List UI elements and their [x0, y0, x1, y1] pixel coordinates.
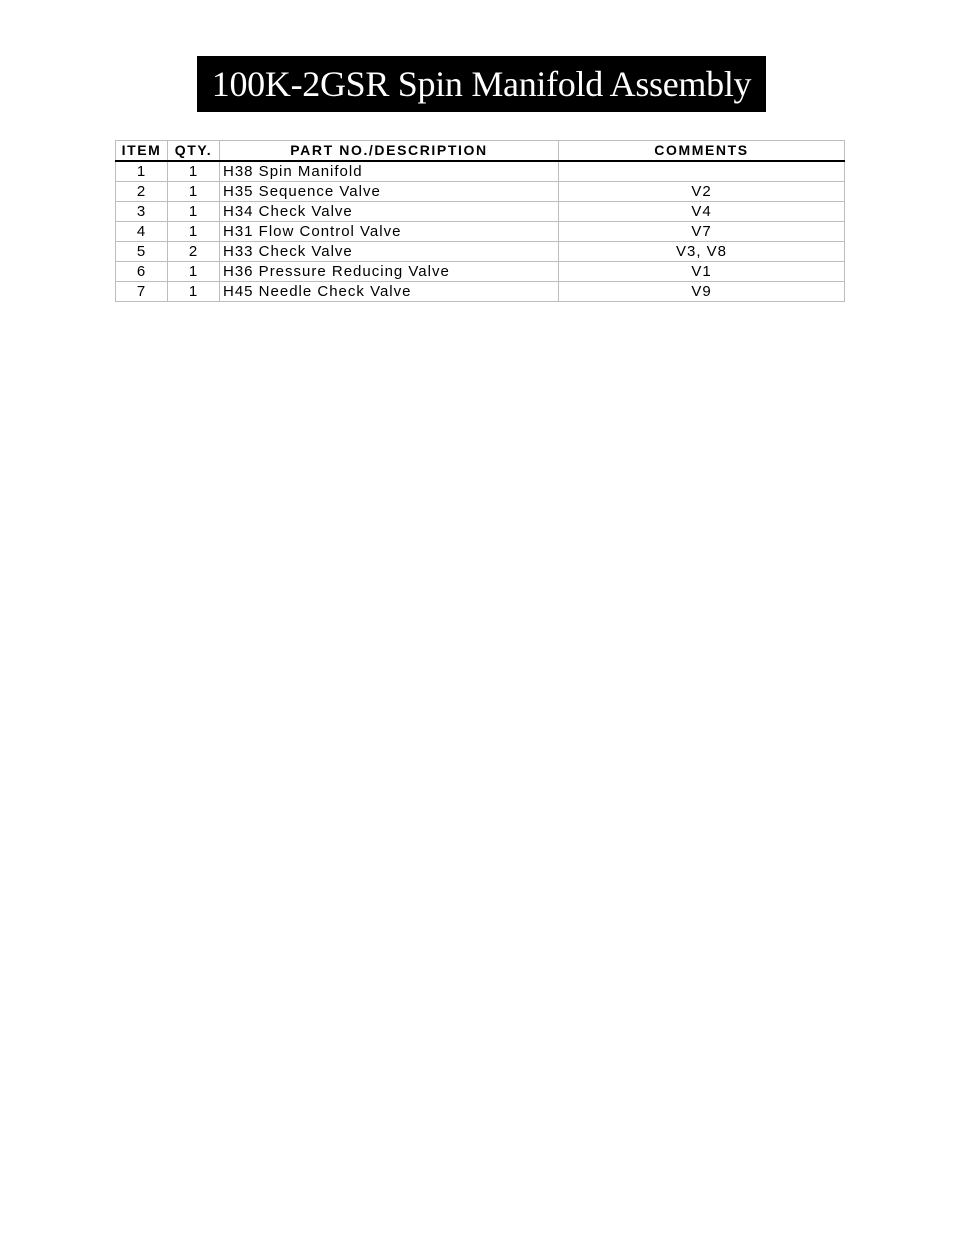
cell-item: 4: [116, 222, 168, 242]
cell-qty: 1: [168, 222, 220, 242]
cell-comments: V4: [559, 202, 845, 222]
cell-item: 6: [116, 262, 168, 282]
cell-comments: V1: [559, 262, 845, 282]
cell-item: 2: [116, 182, 168, 202]
cell-comments: V2: [559, 182, 845, 202]
table-row: [116, 282, 845, 302]
table-row: [116, 262, 845, 282]
cell-qty: 1: [168, 182, 220, 202]
cell-item: 3: [116, 202, 168, 222]
cell-qty: 1: [168, 282, 220, 302]
table-row: [116, 182, 845, 202]
cell-part: H31 Flow Control Valve: [220, 222, 559, 242]
header-item: ITEM: [116, 141, 168, 162]
cell-part: H33 Check Valve: [220, 242, 559, 262]
cell-part: H36 Pressure Reducing Valve: [220, 262, 559, 282]
cell-part: H38 Spin Manifold: [220, 161, 559, 182]
parts-table: [115, 140, 845, 302]
header-qty: QTY.: [168, 141, 220, 162]
cell-item: 1: [116, 161, 168, 182]
table-row: [116, 202, 845, 222]
table-row: [116, 161, 845, 182]
table-row: [116, 222, 845, 242]
cell-qty: 1: [168, 202, 220, 222]
document-title: 100K-2GSR Spin Manifold Assembly: [197, 56, 766, 112]
cell-qty: 2: [168, 242, 220, 262]
cell-item: 7: [116, 282, 168, 302]
cell-item: 5: [116, 242, 168, 262]
cell-comments: V7: [559, 222, 845, 242]
cell-qty: 1: [168, 262, 220, 282]
cell-part: H35 Sequence Valve: [220, 182, 559, 202]
table-row: [116, 242, 845, 262]
table-header-row: [116, 141, 845, 162]
cell-comments: V3, V8: [559, 242, 845, 262]
header-part: PART NO./DESCRIPTION: [220, 141, 559, 162]
cell-part: H34 Check Valve: [220, 202, 559, 222]
header-comments: COMMENTS: [559, 141, 845, 162]
cell-part: H45 Needle Check Valve: [220, 282, 559, 302]
cell-comments: [559, 161, 845, 182]
cell-comments: V9: [559, 282, 845, 302]
cell-qty: 1: [168, 161, 220, 182]
